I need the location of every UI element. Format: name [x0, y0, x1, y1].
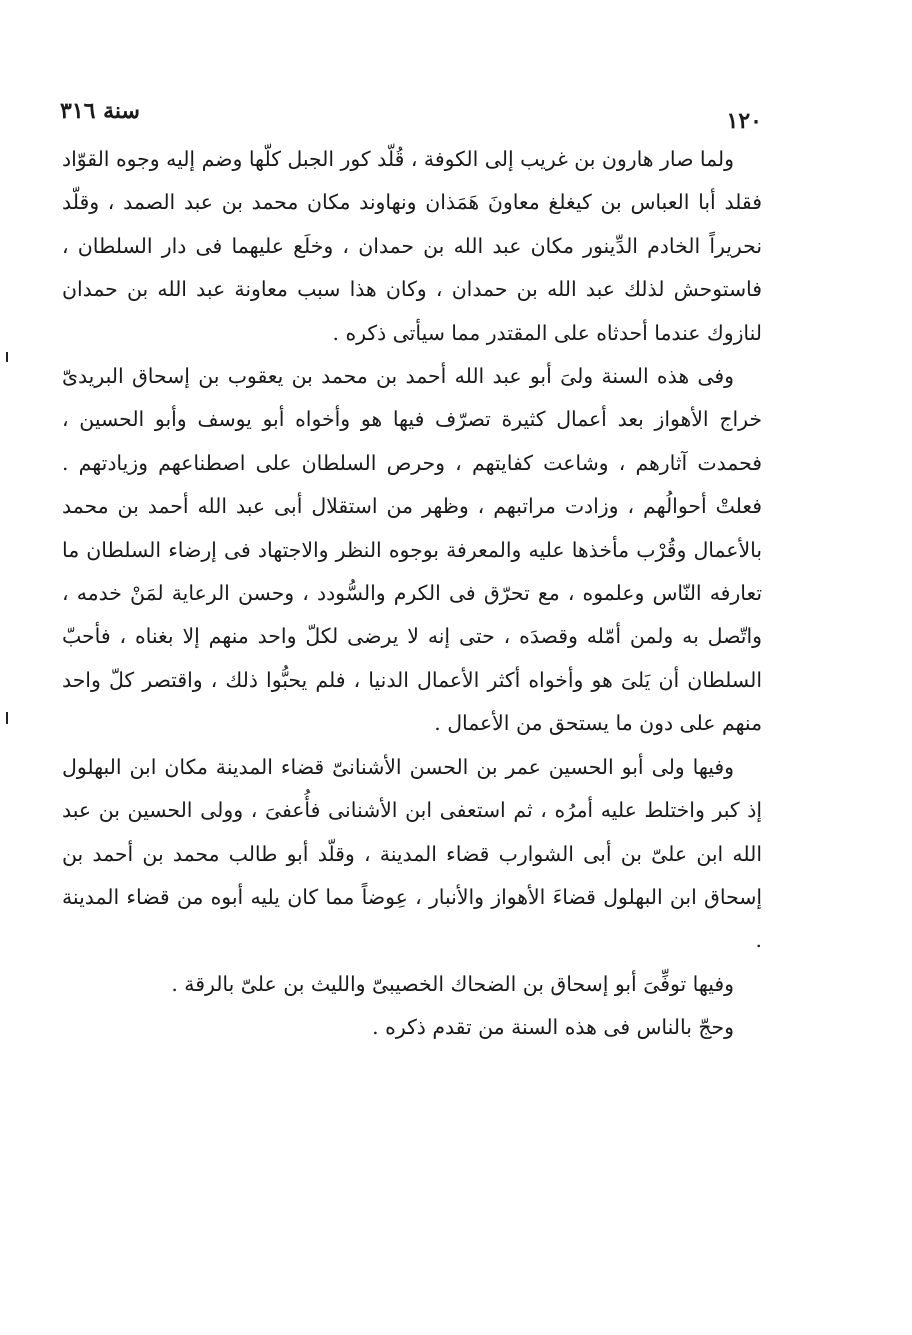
paragraph-ushnani: وفيها ولى أبو الحسين عمر بن الحسن الأشنانىّ قضاء المدينة مكان ابن البهلول إذ كبر واختلط عليه أمرُه ، ثم استعفى ابن الأشنانى فأُعفىَ ، وولى الحسين بن عبد الله ابن علىّ بن أبى الشوارب قضاء المدينة ، وقلّد أبو طالب محمد بن أحمد بن إسحاق ابن البهلول قضاءَ الأهواز والأنبار ، عِوضاً مما كان يليه أبوه من قضاء المدينة .: [62, 754, 762, 953]
paragraph-harun: ولما صار هارون بن غريب إلى الكوفة ، قُلّد كور الجبل كلّها وضم إليه وجوه القوّاد فقلد أبا العباس بن كيغلغ معاونَ هَمَذان ونهاوند مكان محمد بن عبد الصمد ، وقلّد نحريراً الخادم الدِّينور مكان عبد الله بن حمدان ، وخلَع عليهما فى دار السلطان ، فاستوحش لذلك عبد الله بن حمدان ، وكان هذا سبب معاونة عبد الله بن حمدان لنازوك عندما أحدثاه على المقتدر مما سيأتى ذكره .: [62, 147, 762, 345]
margin-mark: [6, 712, 8, 724]
paragraph-baridi: وفى هذه السنة ولىَ أبو عبد الله أحمد بن محمد بن يعقوب بن إسحاق البريدىّ خراج الأهواز بعد أعمال كثيرة تصرّف فيها هو وأخواه أبو يوسف وأبو الحسين ، فحمدت آثارهم ، وشاعت كفايتهم ، وحرص السلطان على اصطناعهم وزيادتهم . فعلتْ أحوالُهم ، وزادت مراتبهم ، وظهر من استقلال أبى عبد الله أحمد بن محمد بالأعمال وقُرْب مأخذها عليه والمعرفة بوجوه النظر والاجتهاد فى إرضاء السلطان ما تعارفه النّاس وعلموه ، مع تحرّق فى الكرم والسُّودد ، وحسن الرعاية لمَنْ خدمه ، واتّصل به ولمن أمّله وقصدَه ، حتى إنه لا يرضى لكلّ واحد منهم إلا بغناه ، فأحبّ السلطان أن يَلىَ هو وأخواه أكثر الأعمال الدنيا ، فلم يحبُّوا ذلك ، واقتصر كلّ واحد منهم على دون ما يستحق من الأعمال .: [62, 364, 762, 736]
paragraph-hajj: وحجّ بالناس فى هذه السنة من تقدم ذكره .: [372, 1015, 734, 1040]
running-head-year: سنة ٣١٦: [60, 98, 140, 124]
page-number: ١٢٠: [726, 108, 762, 134]
body-text: [62, 138, 762, 1050]
page-header: [60, 98, 762, 134]
margin-mark: [6, 352, 8, 362]
paragraph-deaths: وفيها توفِّىَ أبو إسحاق بن الضحاك الخصيبىّ والليث بن علىّ بالرقة .: [171, 971, 734, 996]
